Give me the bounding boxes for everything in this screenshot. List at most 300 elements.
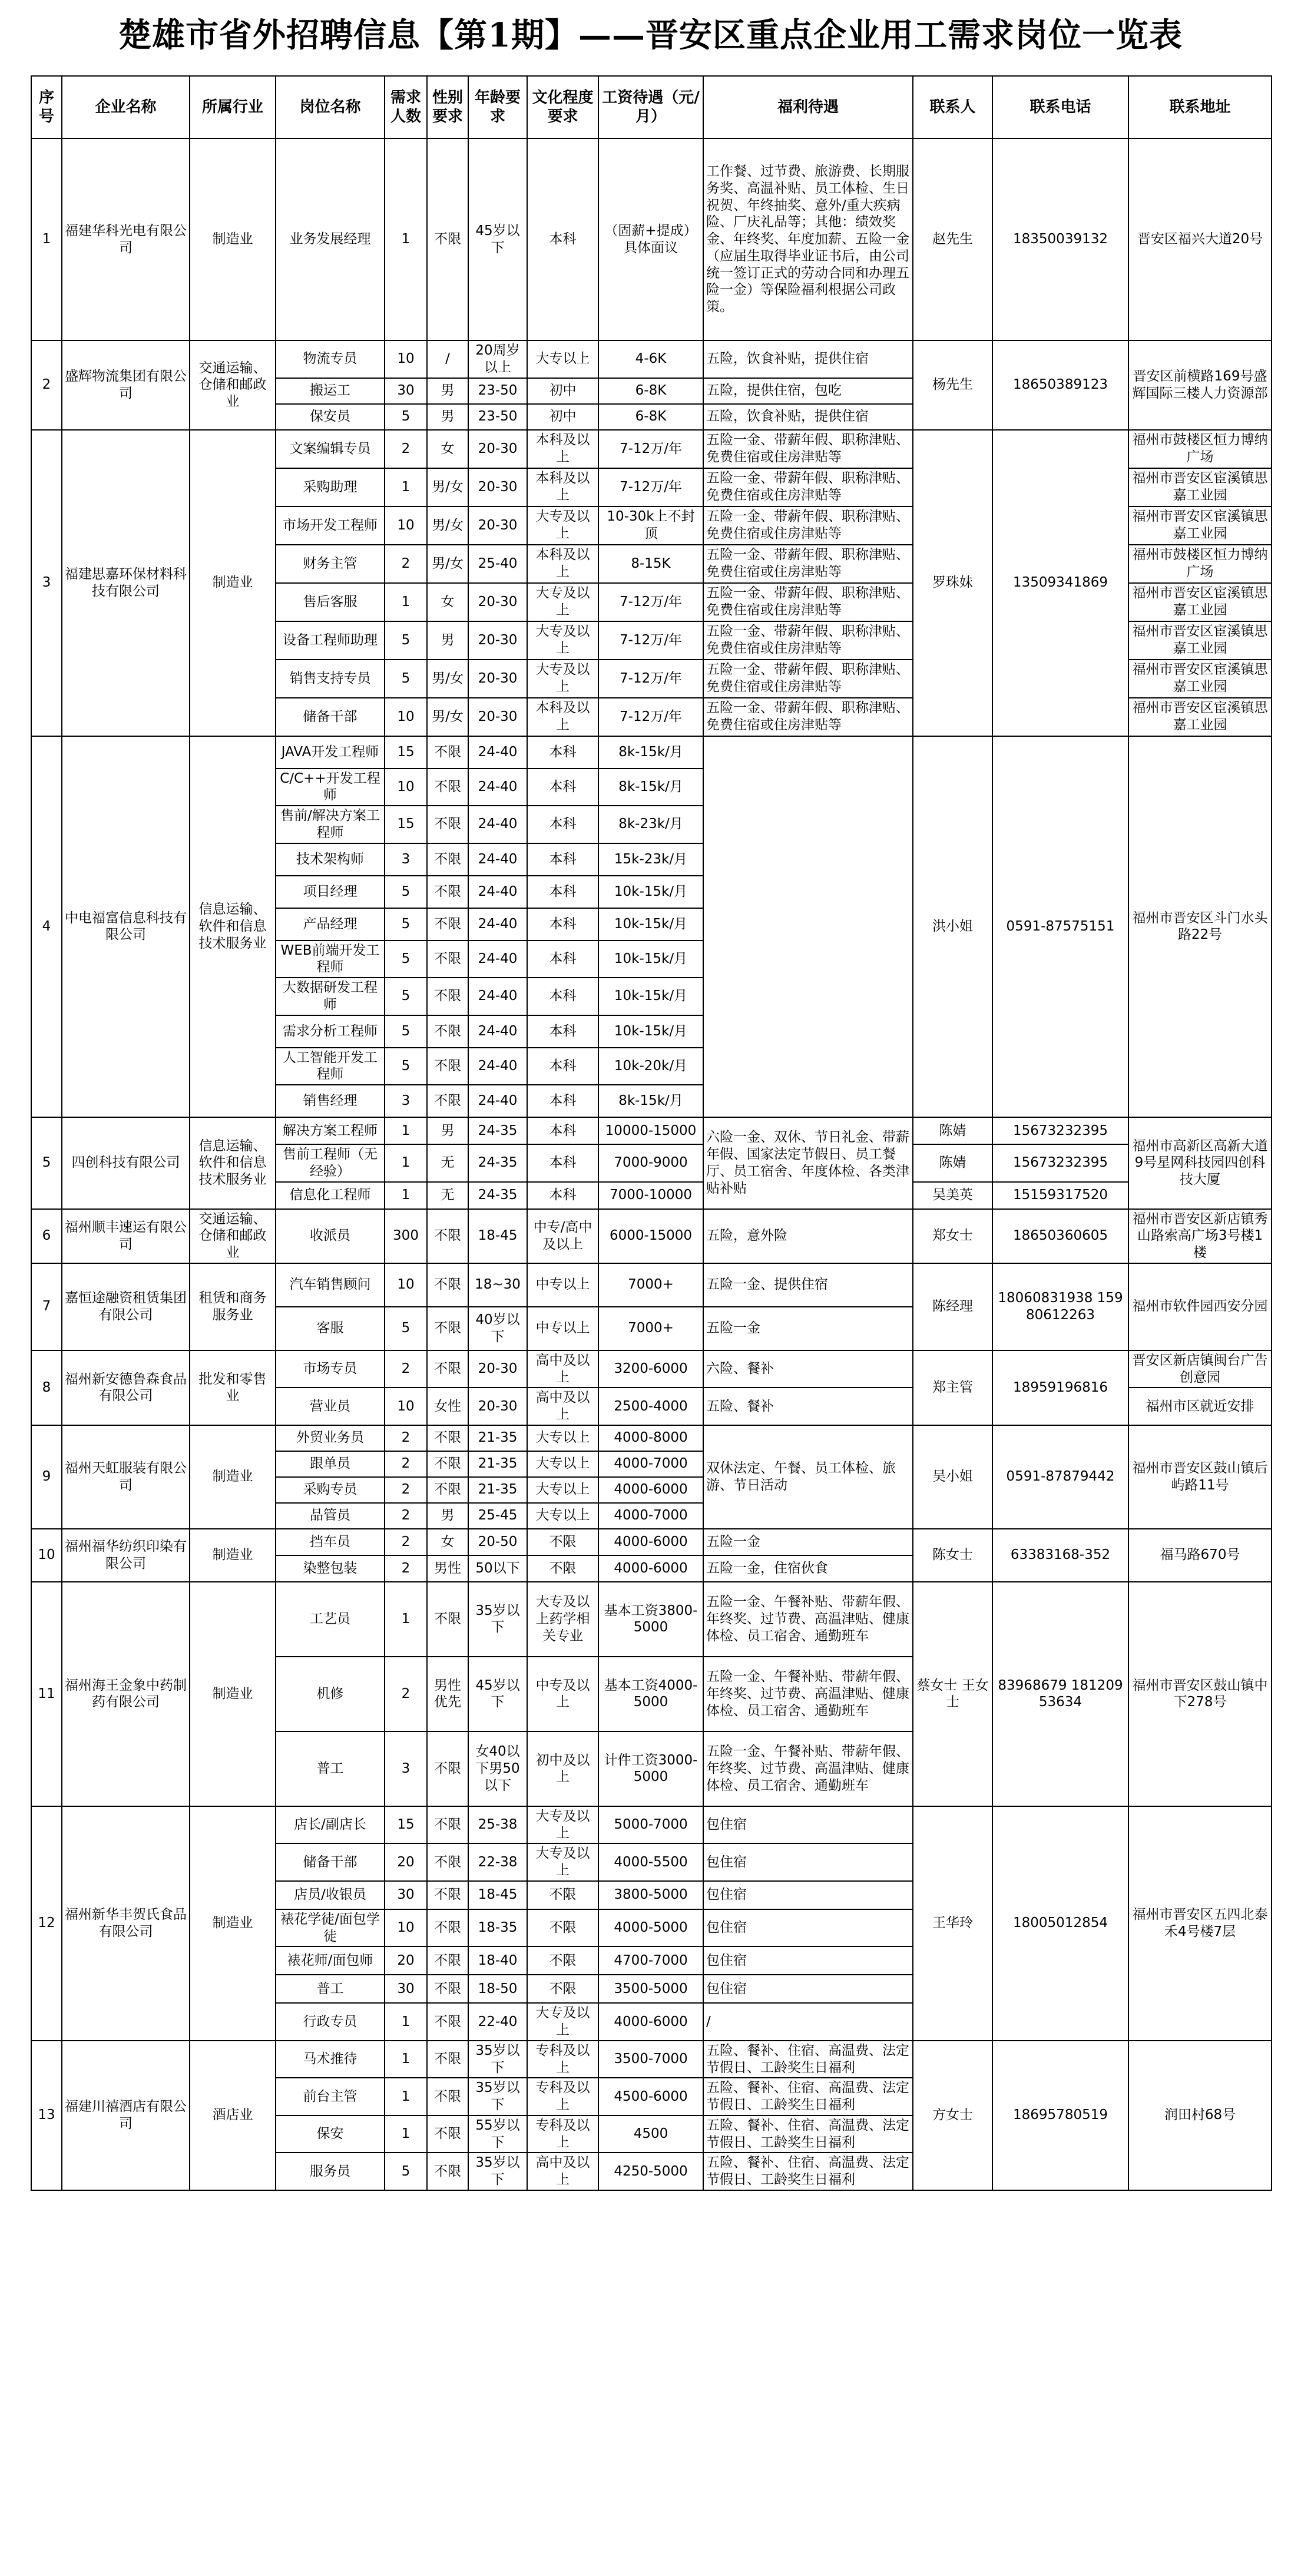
salary: 7-12万/年 [598,621,703,660]
education-requirement: 本科 [527,1144,598,1182]
education-requirement: 中专以上 [527,1307,598,1350]
job-title: 采购助理 [276,468,385,506]
company-name: 福建思嘉环保材料科技有限公司 [62,430,190,736]
age-requirement: 20-30 [468,698,527,736]
welfare: 五险一金、提供住宿 [703,1263,913,1307]
gender-requirement: 不限 [427,1015,468,1048]
salary: 4000-7000 [598,1451,703,1477]
contact-address: 福州市晋安区宦溪镇思嘉工业园 [1128,660,1272,698]
salary: 3500-5000 [598,1975,703,2003]
age-requirement: 35岁以下 [468,2078,527,2115]
salary: 7000-10000 [598,1182,703,1209]
headcount: 2 [385,1555,427,1582]
job-title: 店长/副店长 [276,1806,385,1844]
education-requirement: 高中及以上 [527,2153,598,2190]
gender-requirement: 女 [427,430,468,468]
salary: 4000-6000 [598,1529,703,1555]
contact-person: 陈女士 [913,1529,992,1582]
industry: 制造业 [190,1529,276,1582]
education-requirement: 大专以上 [527,1503,598,1529]
salary: 8k-15k/月 [598,769,703,806]
header-cell: 需求人数 [385,76,427,138]
row-number: 11 [31,1582,62,1806]
age-requirement: 24-40 [468,843,527,876]
gender-requirement: 不限 [427,769,468,806]
contact-person: 陈婧 [913,1117,992,1144]
job-title: 需求分析工程师 [276,1015,385,1048]
welfare: 五险一金、带薪年假、职称津贴、免费住宿或住房津贴等 [703,506,913,545]
contact-person: 赵先生 [913,138,992,340]
education-requirement: 初中 [527,378,598,404]
contact-address: 福州市晋安区鼓山镇中下278号 [1128,1582,1272,1806]
headcount: 1 [385,1144,427,1182]
salary: 3500-7000 [598,2041,703,2078]
table-row [31,340,1272,378]
age-requirement: 21-35 [468,1451,527,1477]
row-number: 8 [31,1350,62,1425]
headcount: 5 [385,941,427,978]
job-title: 保安员 [276,404,385,430]
job-title: 品管员 [276,1503,385,1529]
company-name: 福州新安德鲁森食品有限公司 [62,1350,190,1425]
contact-phone: 18650389123 [992,340,1128,430]
salary: 8-15K [598,545,703,583]
welfare: 五险一金、午餐补贴、带薪年假、年终奖、过节费、高温津贴、健康体检、员工宿舍、通勤班车 [703,1657,913,1731]
education-requirement: 本科 [527,769,598,806]
education-requirement: 本科 [527,876,598,908]
gender-requirement: 男 [427,404,468,430]
welfare: 包住宿 [703,1946,913,1975]
headcount: 10 [385,340,427,378]
job-title: 汽车销售顾问 [276,1263,385,1307]
gender-requirement: 不限 [427,1881,468,1909]
age-requirement: 20-50 [468,1529,527,1555]
company-name: 福州顺丰速运有限公司 [62,1209,190,1263]
gender-requirement: 不限 [427,736,468,769]
header-cell: 文化程度要求 [527,76,598,138]
education-requirement: 不限 [527,1555,598,1582]
salary: 4-6K [598,340,703,378]
job-title: 外贸业务员 [276,1425,385,1451]
contact-person: 蔡女士 王女士 [913,1582,992,1806]
header-cell: 序号 [31,76,62,138]
welfare: 五险一金、带薪年假、职称津贴、免费住宿或住房津贴等 [703,698,913,736]
company-name: 福州新华丰贺氏食品有限公司 [62,1806,190,2041]
gender-requirement: 不限 [427,1048,468,1085]
headcount: 2 [385,1529,427,1555]
contact-phone: 18959196816 [992,1350,1128,1425]
job-title: 销售经理 [276,1085,385,1117]
job-title: 服务员 [276,2153,385,2190]
education-requirement: 大专及以上 [527,2003,598,2041]
age-requirement: 23-50 [468,404,527,430]
education-requirement: 不限 [527,1909,598,1947]
contact-person: 陈婧 [913,1144,992,1182]
contact-address: 福马路670号 [1128,1529,1272,1582]
age-requirement: 24-40 [468,908,527,941]
row-number: 4 [31,736,62,1118]
headcount: 15 [385,736,427,769]
age-requirement: 20-30 [468,1388,527,1425]
row-number: 2 [31,340,62,430]
welfare: 五险，饮食补贴，提供住宿 [703,340,913,378]
education-requirement: 本科 [527,1117,598,1144]
age-requirement: 24-40 [468,1015,527,1048]
education-requirement: 本科 [527,843,598,876]
job-title: 售后客服 [276,583,385,621]
salary: 10k-15k/月 [598,978,703,1015]
welfare: 双休法定、午餐、员工体检、旅游、节日活动 [703,1425,913,1529]
job-title: 技术架构师 [276,843,385,876]
salary: 4000-6000 [598,2003,703,2041]
contact-phone: 15159317520 [992,1182,1128,1209]
industry: 批发和零售业 [190,1350,276,1425]
contact-address: 福州市晋安区宦溪镇思嘉工业园 [1128,698,1272,736]
welfare: 五险、餐补、住宿、高温费、法定节假日、工龄奖生日福利 [703,2078,913,2115]
welfare: 五险一金、带薪年假、职称津贴、免费住宿或住房津贴等 [703,583,913,621]
welfare: 五险一金、午餐补贴、带薪年假、年终奖、过节费、高温津贴、健康体检、员工宿舍、通勤班车 [703,1582,913,1657]
row-number: 1 [31,138,62,340]
gender-requirement: 不限 [427,1909,468,1947]
contact-person: 方女士 [913,2041,992,2190]
age-requirement: 24-40 [468,1085,527,1117]
company-name: 嘉恒途融资租赁集团有限公司 [62,1263,190,1350]
job-title: 信息化工程师 [276,1182,385,1209]
age-requirement: 20周岁以上 [468,340,527,378]
education-requirement: 大专以上 [527,1477,598,1503]
job-title: 人工智能开发工程师 [276,1048,385,1085]
headcount: 1 [385,468,427,506]
salary: 10k-15k/月 [598,908,703,941]
gender-requirement: 女 [427,583,468,621]
headcount: 1 [385,1582,427,1657]
welfare: 包住宿 [703,1806,913,1844]
headcount: 20 [385,1946,427,1975]
company-name: 福州福华纺织印染有限公司 [62,1529,190,1582]
gender-requirement: 女性 [427,1388,468,1425]
headcount: 2 [385,430,427,468]
gender-requirement: 不限 [427,1307,468,1350]
education-requirement: 不限 [527,1946,598,1975]
gender-requirement: 无 [427,1144,468,1182]
contact-person: 王华玲 [913,1806,992,2041]
salary: 4000-6000 [598,1477,703,1503]
header-cell: 福利待遇 [703,76,913,138]
contact-phone: 0591-87575151 [992,736,1128,1118]
gender-requirement: 不限 [427,138,468,340]
salary: 4500 [598,2115,703,2153]
headcount: 5 [385,978,427,1015]
education-requirement: 大专及以上 [527,506,598,545]
age-requirement: 20-30 [468,660,527,698]
age-requirement: 55岁以下 [468,2115,527,2153]
job-title: 销售支持专员 [276,660,385,698]
headcount: 15 [385,1806,427,1844]
company-name: 四创科技有限公司 [62,1117,190,1209]
gender-requirement: 不限 [427,1975,468,2003]
contact-person: 洪小姐 [913,736,992,1118]
industry: 酒店业 [190,2041,276,2190]
gender-requirement: 不限 [427,1731,468,1806]
job-title: 业务发展经理 [276,138,385,340]
salary: 7-12万/年 [598,698,703,736]
contact-address: 福州市软件园西安分园 [1128,1263,1272,1350]
salary: 8k-15k/月 [598,736,703,769]
job-title: 售前工程师（无经验） [276,1144,385,1182]
headcount: 1 [385,138,427,340]
job-title: 财务主管 [276,545,385,583]
age-requirement: 21-35 [468,1477,527,1503]
age-requirement: 20-30 [468,1350,527,1388]
contact-address: 福州市晋安区斗门水头路22号 [1128,736,1272,1118]
table-row [31,1582,1272,1657]
gender-requirement: 不限 [427,2115,468,2153]
contact-address: 润田村68号 [1128,2041,1272,2190]
salary: 10000-15000 [598,1117,703,1144]
gender-requirement: 男性优先 [427,1657,468,1731]
job-title: 设备工程师助理 [276,621,385,660]
salary: 10k-15k/月 [598,1015,703,1048]
contact-person: 郑主管 [913,1350,992,1425]
headcount: 1 [385,583,427,621]
job-title: 保安 [276,2115,385,2153]
welfare: 五险、餐补、住宿、高温费、法定节假日、工龄奖生日福利 [703,2153,913,2190]
education-requirement: 初中 [527,404,598,430]
contact-person: 陈经理 [913,1263,992,1350]
contact-address: 晋安区福兴大道20号 [1128,138,1272,340]
education-requirement: 本科及以上 [527,468,598,506]
age-requirement: 20-30 [468,468,527,506]
job-title: 解决方案工程师 [276,1117,385,1144]
gender-requirement: 不限 [427,2003,468,2041]
header-cell: 联系电话 [992,76,1128,138]
gender-requirement: 男 [427,1503,468,1529]
page-title: 楚雄市省外招聘信息【第1期】——晋安区重点企业用工需求岗位一览表 [118,16,1183,55]
age-requirement: 18-45 [468,1209,527,1263]
headcount: 10 [385,506,427,545]
gender-requirement: 无 [427,1182,468,1209]
industry: 交通运输、仓储和邮政业 [190,1209,276,1263]
industry: 交通运输、仓储和邮政业 [190,340,276,430]
education-requirement: 大专以上 [527,1451,598,1477]
table-row [31,2041,1272,2078]
education-requirement: 本科 [527,1085,598,1117]
headcount: 3 [385,1731,427,1806]
gender-requirement: 不限 [427,1209,468,1263]
age-requirement: 24-40 [468,736,527,769]
header-cell: 企业名称 [62,76,190,138]
row-number: 7 [31,1263,62,1350]
contact-person: 吴小姐 [913,1425,992,1529]
gender-requirement: 不限 [427,1425,468,1451]
industry: 信息运输、软件和信息技术服务业 [190,1117,276,1209]
row-number: 10 [31,1529,62,1582]
headcount: 5 [385,1307,427,1350]
gender-requirement: 男 [427,378,468,404]
contact-phone: 83968679 18120953634 [992,1582,1128,1806]
table-row [31,1209,1272,1263]
job-title: 普工 [276,1975,385,2003]
industry: 租赁和商务服务业 [190,1263,276,1350]
headcount: 10 [385,1263,427,1307]
salary: 4700-7000 [598,1946,703,1975]
row-number: 13 [31,2041,62,2190]
headcount: 1 [385,2078,427,2115]
header-cell: 工资待遇（元/月） [598,76,703,138]
job-title: 普工 [276,1731,385,1806]
education-requirement: 不限 [527,1529,598,1555]
contact-address: 福州市晋安区五四北泰禾4号楼7层 [1128,1806,1272,2041]
age-requirement: 22-38 [468,1843,527,1881]
education-requirement: 本科及以上 [527,545,598,583]
headcount: 5 [385,2153,427,2190]
age-requirement: 18~30 [468,1263,527,1307]
age-requirement: 35岁以下 [468,1582,527,1657]
headcount: 5 [385,1015,427,1048]
salary: 8k-15k/月 [598,1085,703,1117]
headcount: 15 [385,806,427,843]
headcount: 1 [385,2041,427,2078]
salary: 4000-5000 [598,1909,703,1947]
salary: 7-12万/年 [598,583,703,621]
welfare: 工作餐、过节费、旅游费、长期服务奖、高温补贴、员工体检、生日祝贺、年终抽奖、意外/重大疾病险、厂庆礼品等；其他：绩效奖金、年终奖、年度加薪、五险一金（应届生取得毕业证书后，由公司统一签订正式的劳动合同和办理五险一金）等保险福利根据公司政策。 [703,138,913,340]
job-title: 客服 [276,1307,385,1350]
welfare: 五险一金、带薪年假、职称津贴、免费住宿或住房津贴等 [703,545,913,583]
headcount: 3 [385,1085,427,1117]
age-requirement: 25-40 [468,545,527,583]
contact-address: 福州市高新区高新大道9号星网科技园四创科技大厦 [1128,1117,1272,1209]
headcount: 1 [385,1117,427,1144]
headcount: 5 [385,404,427,430]
job-title: 营业员 [276,1388,385,1425]
headcount: 10 [385,769,427,806]
gender-requirement: 女 [427,1529,468,1555]
job-title: 文案编辑专员 [276,430,385,468]
job-title: 染整包装 [276,1555,385,1582]
education-requirement: 不限 [527,1881,598,1909]
headcount: 5 [385,1048,427,1085]
job-title: 挡车员 [276,1529,385,1555]
salary: 基本工资4000-5000 [598,1657,703,1731]
age-requirement: 24-35 [468,1117,527,1144]
education-requirement: 本科 [527,941,598,978]
salary: 4000-5500 [598,1843,703,1881]
welfare: 五险一金 [703,1307,913,1350]
education-requirement: 大专及以上药学相关专业 [527,1582,598,1657]
education-requirement: 大专及以上 [527,621,598,660]
education-requirement: 本科 [527,978,598,1015]
industry: 信息运输、软件和信息技术服务业 [190,736,276,1118]
table-row [31,1263,1272,1307]
contact-address: 福州市晋安区宦溪镇思嘉工业园 [1128,506,1272,545]
age-requirement: 35岁以下 [468,2041,527,2078]
salary: 7-12万/年 [598,430,703,468]
salary: 7-12万/年 [598,468,703,506]
gender-requirement: 不限 [427,843,468,876]
education-requirement: 大专以上 [527,1425,598,1451]
table-row [31,1529,1272,1555]
welfare: 六险一金、双休、节日礼金、带薪年假、国家法定节假日、员工餐厅、员工宿舍、年度体检、各类津贴补贴 [703,1117,913,1209]
gender-requirement: 不限 [427,1843,468,1881]
contact-person: 杨先生 [913,340,992,430]
industry: 制造业 [190,1425,276,1529]
education-requirement: 本科 [527,1048,598,1085]
gender-requirement: 不限 [427,1085,468,1117]
job-title: 物流专员 [276,340,385,378]
job-title: 裱花学徒/面包学徒 [276,1909,385,1947]
salary: 3200-6000 [598,1350,703,1388]
company-name: 福州天虹服装有限公司 [62,1425,190,1529]
headcount: 20 [385,1843,427,1881]
welfare: 包住宿 [703,1909,913,1947]
job-title: 搬运工 [276,378,385,404]
row-number: 12 [31,1806,62,2041]
salary: 2500-4000 [598,1388,703,1425]
gender-requirement: 不限 [427,1263,468,1307]
welfare: 包住宿 [703,1881,913,1909]
welfare: 包住宿 [703,1843,913,1881]
gender-requirement: 不限 [427,1582,468,1657]
industry: 制造业 [190,1806,276,2041]
headcount: 1 [385,2003,427,2041]
education-requirement: 本科及以上 [527,698,598,736]
contact-phone: 0591-87879442 [992,1425,1128,1529]
welfare: 五险，提供住宿，包吃 [703,378,913,404]
welfare: 五险一金、带薪年假、职称津贴、免费住宿或住房津贴等 [703,621,913,660]
age-requirement: 18-35 [468,1909,527,1947]
salary: 10k-20k/月 [598,1048,703,1085]
contact-person: 罗珠妹 [913,430,992,736]
job-title: 店员/收银员 [276,1881,385,1909]
company-name: 盛辉物流集团有限公司 [62,340,190,430]
education-requirement: 初中及以上 [527,1731,598,1806]
contact-address: 福州市区就近安排 [1128,1388,1272,1425]
age-requirement: 45岁以下 [468,1657,527,1731]
headcount: 30 [385,1881,427,1909]
welfare: 包住宿 [703,1975,913,2003]
gender-requirement: 不限 [427,806,468,843]
education-requirement: 不限 [527,1975,598,2003]
education-requirement: 本科及以上 [527,430,598,468]
contact-phone: 15673232395 [992,1144,1128,1182]
contact-phone: 63383168-352 [992,1529,1128,1582]
education-requirement: 专科及以上 [527,2115,598,2153]
education-requirement: 本科 [527,1015,598,1048]
gender-requirement: 男/女 [427,545,468,583]
contact-address: 福州市晋安区新店镇秀山路索高广场3号楼1楼 [1128,1209,1272,1263]
salary: （固薪+提成）具体面议 [598,138,703,340]
job-title: 市场开发工程师 [276,506,385,545]
age-requirement: 20-30 [468,621,527,660]
job-title: 储备干部 [276,1843,385,1881]
contact-phone: 18005012854 [992,1806,1128,2041]
age-requirement: 20-30 [468,430,527,468]
contact-person: 郑女士 [913,1209,992,1263]
salary: 计件工资3000-5000 [598,1731,703,1806]
row-number: 5 [31,1117,62,1209]
welfare: 五险一金 [703,1529,913,1555]
gender-requirement: / [427,340,468,378]
welfare: 五险，饮食补贴，提供住宿 [703,404,913,430]
headcount: 3 [385,843,427,876]
headcount: 1 [385,1182,427,1209]
contact-person: 吴美英 [913,1182,992,1209]
table-row [31,1806,1272,1844]
salary: 7000-9000 [598,1144,703,1182]
table-row [31,736,1272,769]
gender-requirement: 不限 [427,908,468,941]
age-requirement: 40岁以下 [468,1307,527,1350]
